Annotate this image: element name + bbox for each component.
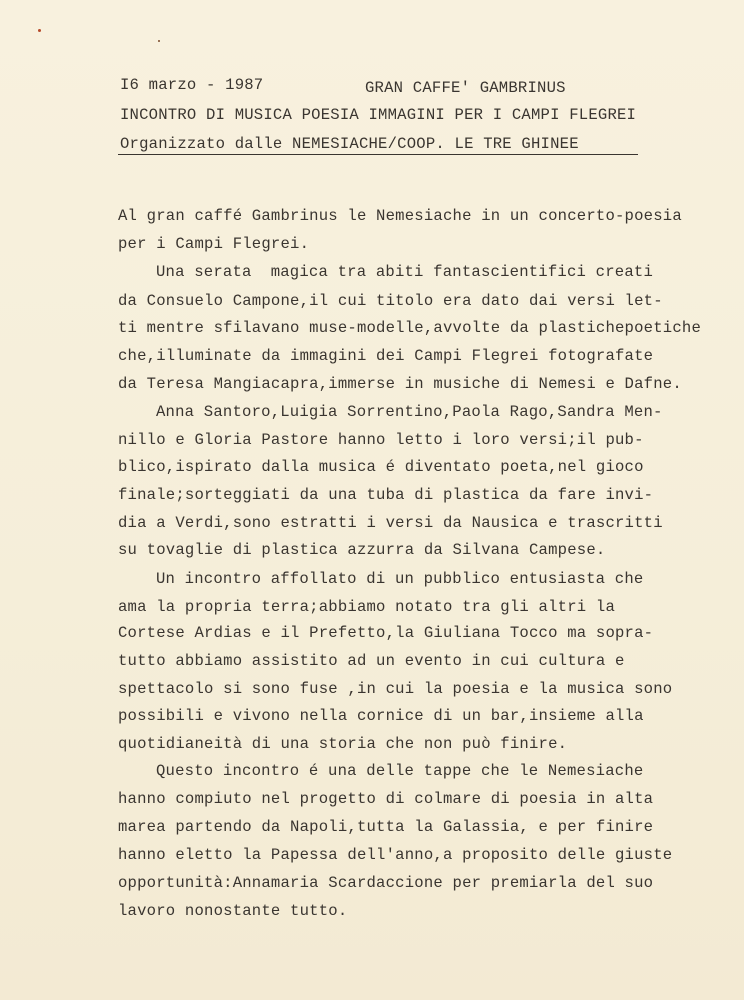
body-line: Questo incontro é una delle tappe che le Nemesiache [156,762,644,780]
header-event-title: INCONTRO DI MUSICA POESIA IMMAGINI PER I CAMPI FLEGREI [120,106,637,124]
body-line: marea partendo da Napoli,tutta la Galassia, e per finire [118,818,654,836]
body-line: dia a Verdi,sono estratti i versi da Nausica e trascritti [118,514,663,532]
body-line: nillo e Gloria Pastore hanno letto i loro versi;il pub- [118,431,644,449]
body-line: ama la propria terra;abbiamo notato tra gli altri la [118,598,616,616]
body-line: Anna Santoro,Luigia Sorrentino,Paola Rago,Sandra Men- [156,403,663,421]
body-line: opportunità:Annamaria Scardaccione per premiarla del suo [118,874,654,892]
body-line: ti mentre sfilavano muse-modelle,avvolte da plastichepoetiche [118,319,702,337]
ink-speck [38,29,41,32]
body-line: Un incontro affollato di un pubblico entusiasta che [156,570,644,588]
body-line: lavoro nonostante tutto. [118,902,348,920]
body-line: quotidianeità di una storia che non può finire. [118,735,568,753]
header-venue: GRAN CAFFE' GAMBRINUS [365,79,566,97]
body-line: per i Campi Flegrei. [118,235,310,253]
body-line: da Teresa Mangiacapra,immerse in musiche di Nemesi e Dafne. [118,375,682,393]
body-line: Una serata magica tra abiti fantascientifici creati [156,263,654,281]
body-line: spettacolo si sono fuse ,in cui la poesia e la musica sono [118,680,673,698]
body-line: Al gran caffé Gambrinus le Nemesiache in un concerto-poesia [118,207,682,225]
body-line: finale;sorteggiati da una tuba di plastica da fare invi- [118,486,654,504]
body-line: hanno compiuto nel progetto di colmare di poesia in alta [118,790,654,808]
body-line: possibili e vivono nella cornice di un bar,insieme alla [118,707,644,725]
body-line: Cortese Ardias e il Prefetto,la Giuliana Tocco ma sopra- [118,624,654,642]
body-line: hanno eletto la Papessa dell'anno,a proposito delle giuste [118,846,673,864]
header-organizer: Organizzato dalle NEMESIACHE/COOP. LE TRE GHINEE [120,135,579,153]
body-line: da Consuelo Campone,il cui titolo era dato dai versi let- [118,292,663,310]
header-date: I6 marzo - 1987 [120,76,264,94]
body-line: blico,ispirato dalla musica é diventato poeta,nel gioco [118,458,644,476]
ink-speck [158,40,160,42]
body-line: tutto abbiamo assistito ad un evento in cui cultura e [118,652,625,670]
body-line: che,illuminate da immagini dei Campi Flegrei fotografate [118,347,654,365]
body-line: su tovaglie di plastica azzurra da Silvana Campese. [118,541,606,559]
header-underline [118,154,638,155]
